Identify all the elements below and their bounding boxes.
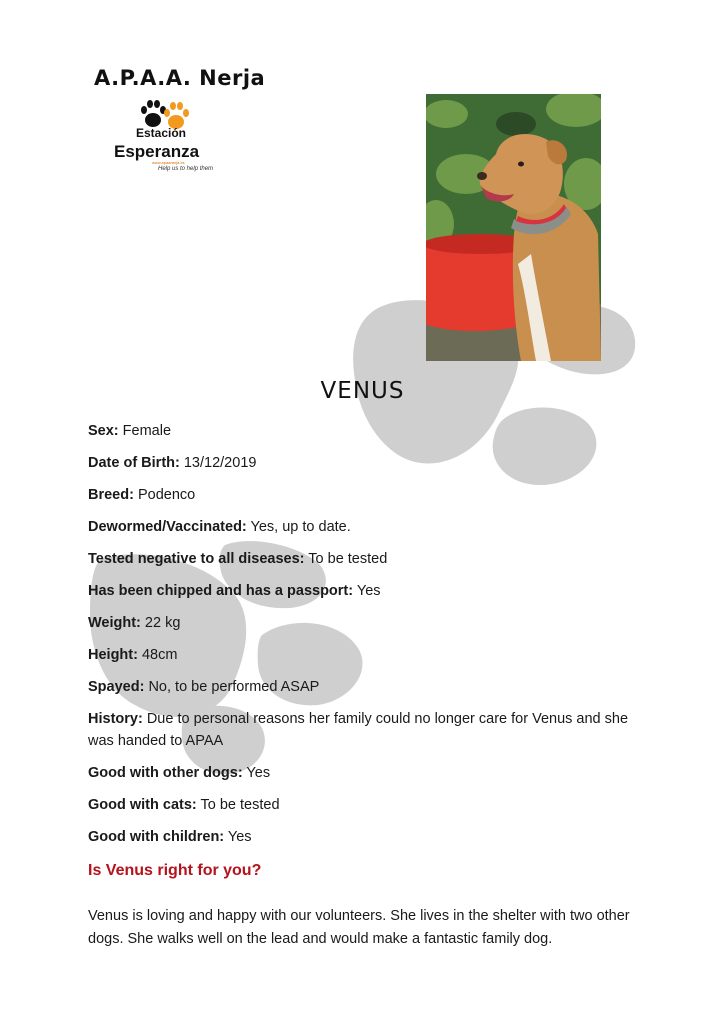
field-tested: Tested negative to all diseases: To be tested	[88, 551, 388, 567]
field-breed: Breed: Podenco	[88, 487, 196, 503]
logo-esperanza: Esperanza	[114, 142, 200, 161]
description: Venus is loving and happy with our volunteers. She lives in the shelter with two other dogs. She walks well on the lead and would make a fantastic family dog.	[88, 907, 630, 947]
field-chipped: Has been chipped and has a passport: Yes	[88, 583, 381, 599]
field-good-with-children: Good with children: Yes	[88, 829, 252, 845]
apaa-nerja-logo	[92, 62, 266, 182]
logo-title: A.P.A.A. Nerja	[94, 66, 266, 90]
dog-photo	[426, 94, 601, 361]
field-history: History: Due to personal reasons her family could no longer care for Venus and she was handed to APAA	[88, 711, 629, 749]
field-dewormed: Dewormed/Vaccinated: Yes, up to date.	[88, 519, 351, 535]
field-height: Height: 48cm	[88, 647, 178, 663]
dog-name: VENUS	[320, 378, 405, 404]
field-good-with-dogs: Good with other dogs: Yes	[88, 765, 271, 781]
field-sex: Sex: Female	[88, 423, 172, 439]
field-weight: Weight: 22 kg	[88, 615, 181, 631]
dog-details	[88, 420, 648, 965]
logo-website: www.apaanerja.es	[152, 160, 185, 165]
field-date-of-birth: Date of Birth: 13/12/2019	[88, 455, 257, 471]
field-spayed: Spayed: No, to be performed ASAP	[88, 679, 320, 695]
logo-estacion: Estación	[136, 126, 187, 140]
logo-tagline: Help us to help them	[158, 166, 214, 172]
question-heading: Is Venus right for you?	[88, 862, 262, 879]
field-good-with-cats: Good with cats: To be tested	[88, 797, 280, 813]
